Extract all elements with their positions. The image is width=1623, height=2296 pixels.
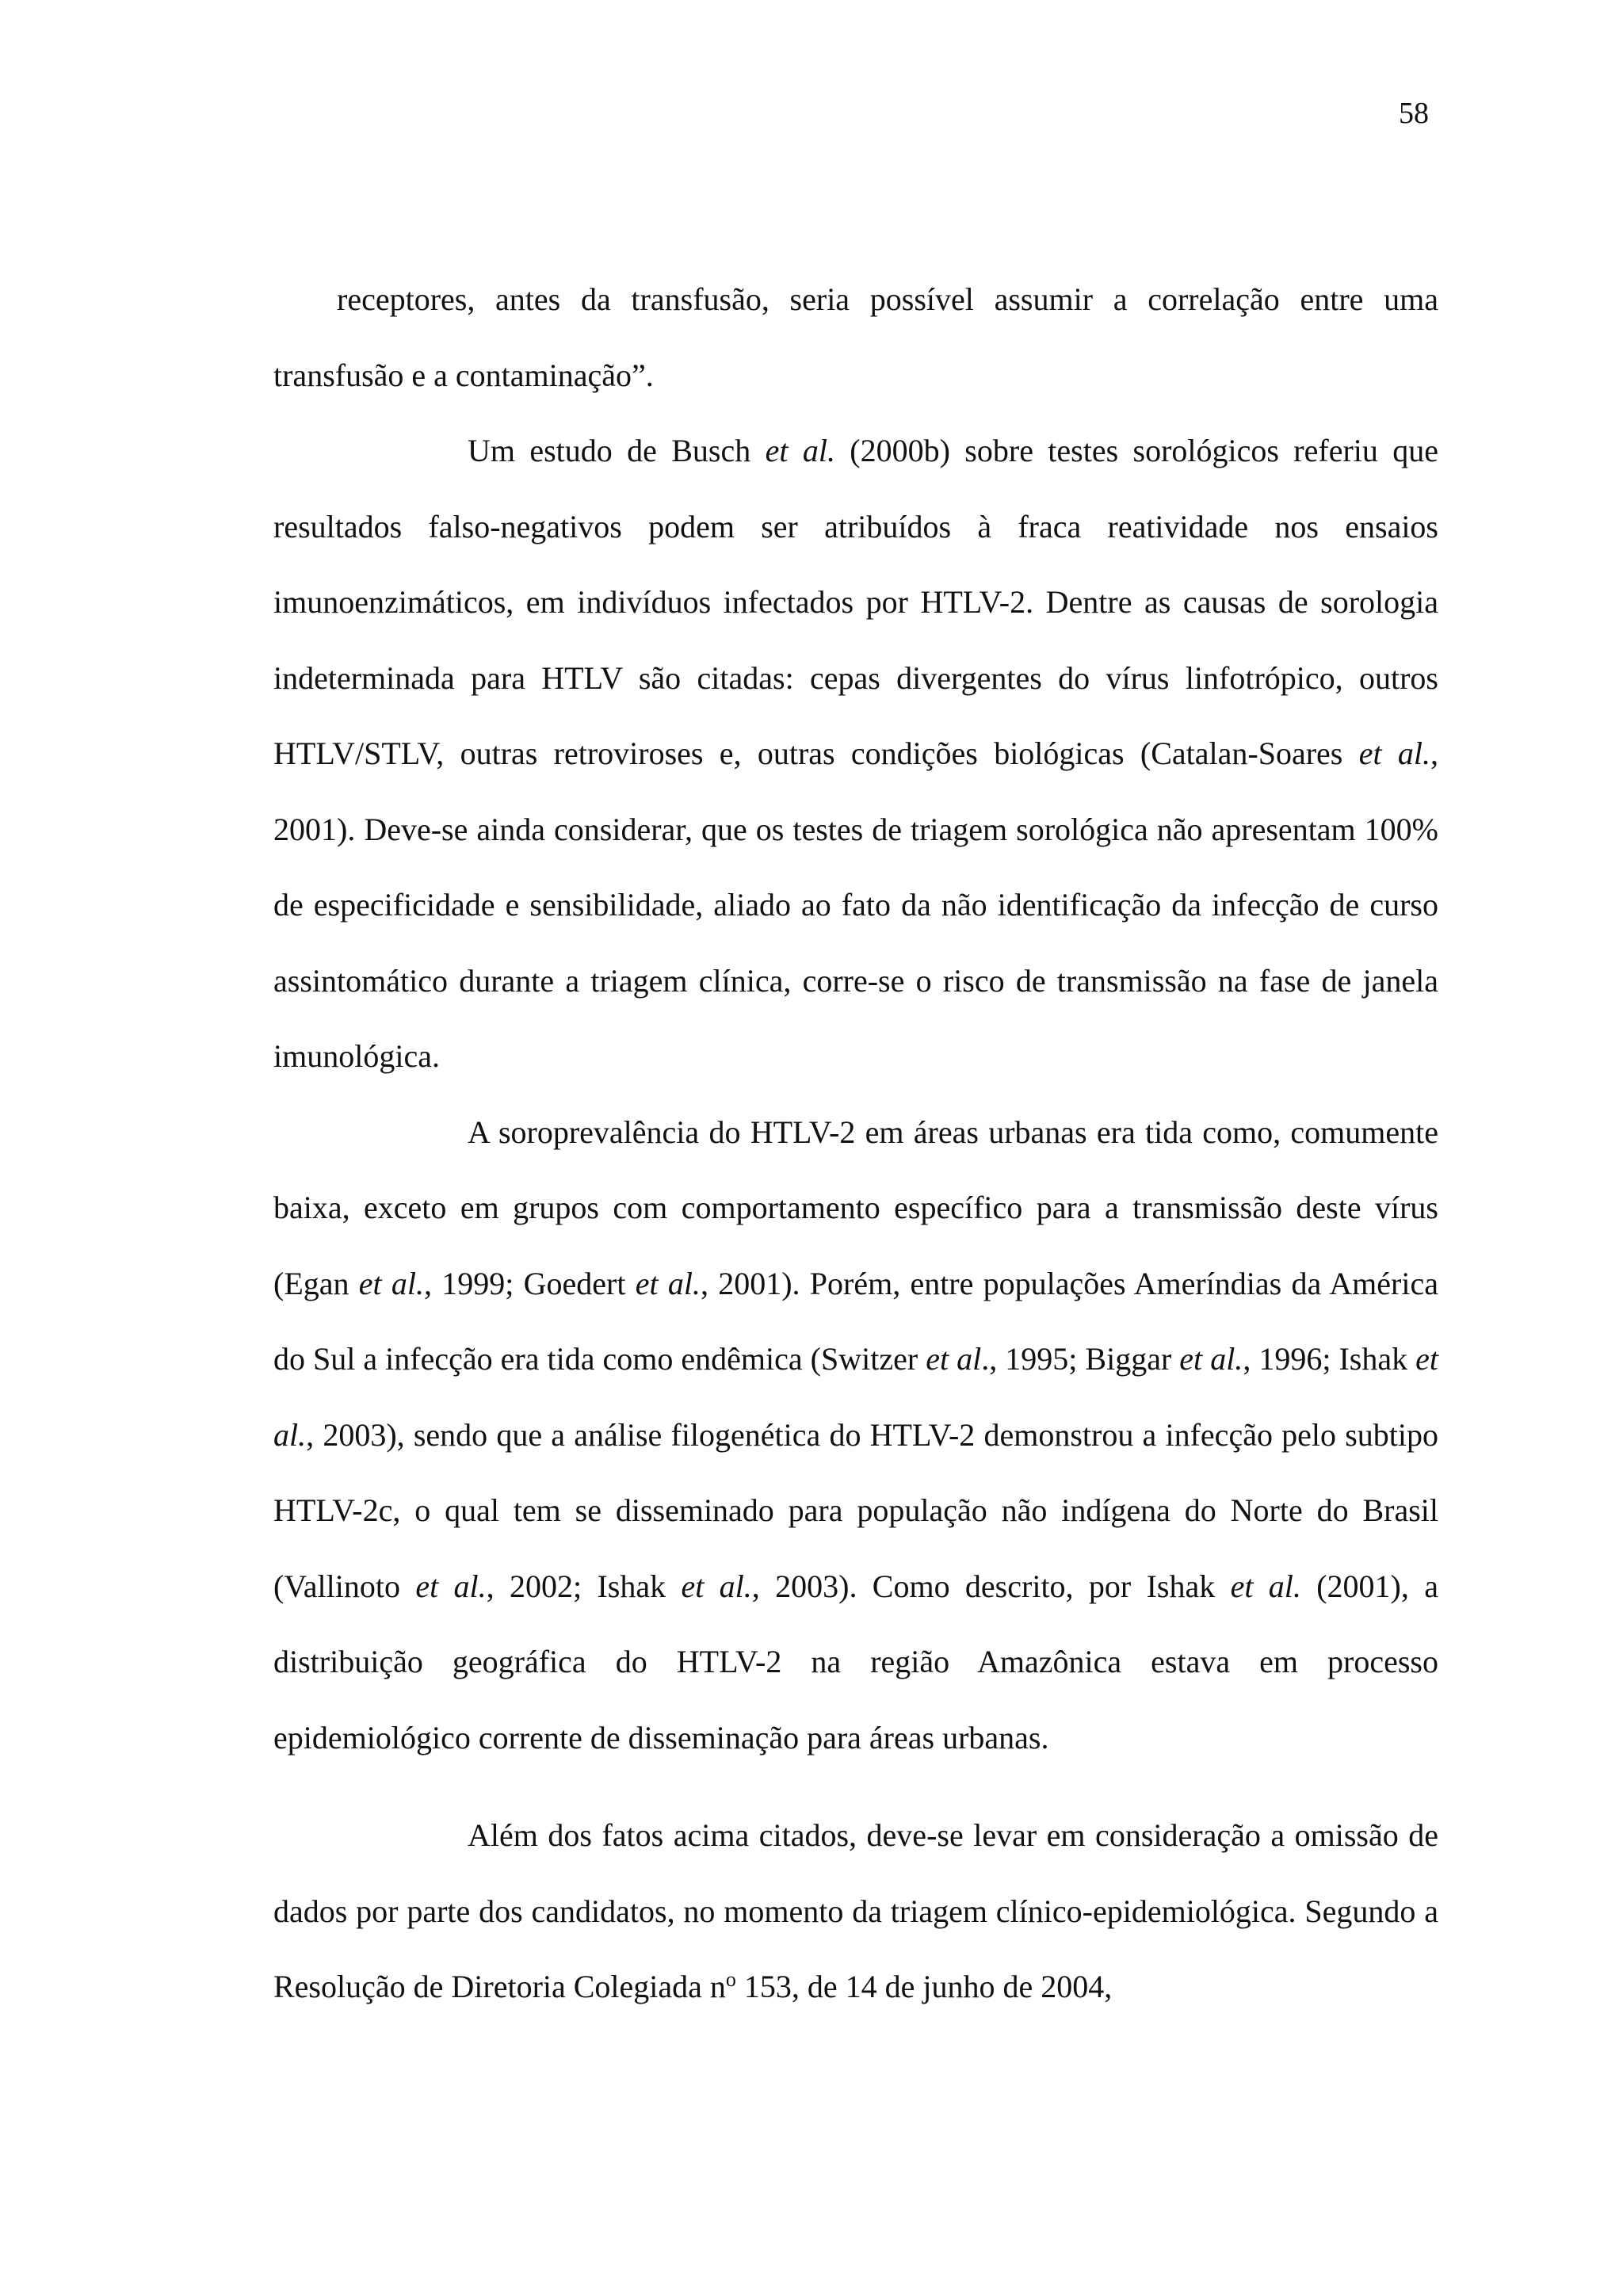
paragraph — [273, 262, 1438, 413]
citation-etal: et al — [926, 1341, 982, 1377]
page-number: 58 — [1399, 97, 1429, 130]
citation-etal: et al. — [273, 1341, 1439, 1453]
citation-etal: et al. — [415, 1568, 487, 1604]
text-segment: ., 1995; Biggar — [981, 1341, 1180, 1377]
text-segment: , 2003), sendo que a análise filogenética do HTLV-2 demonstrou a infecção pelo subtipo HTLV-2c, o qual tem se disseminado para população não indígena do Norte do Brasil (Vallinoto — [273, 1416, 1438, 1604]
citation-etal: et al. — [1358, 735, 1431, 771]
text-segment: Além dos fatos acima citados, deve-se levar em consideração a omissão de dados por parte dos candidatos, no momento da triagem clínico-epidemiológica. Segundo a Resolução de Diretoria Colegiada n — [273, 1817, 1438, 2004]
paragraph — [273, 1797, 1438, 2025]
citation-etal: et al. — [358, 1265, 424, 1301]
text-segment: , 2002; Ishak — [486, 1568, 682, 1604]
text-segment: , 1999; Goedert — [424, 1265, 636, 1301]
citation-etal: et al. — [681, 1568, 752, 1604]
citation-etal: et al. — [635, 1265, 701, 1301]
text-segment: , 1996; Ishak — [1243, 1341, 1416, 1377]
text-segment: (2000b) sobre testes sorológicos referiu que resultados falso-negativos podem ser atribuídos à fraca reatividade nos ensaios imunoenzimáticos, em indivíduos infectados por HTLV-2. Dentre as causas de sorologia indeterminada para HTLV são citadas: cepas divergentes do vírus linfotrópico, outros HTLV/STLV, outras retroviroses e, outras condições biológicas (Catalan-Soares — [273, 433, 1439, 771]
body-text — [273, 262, 1438, 2025]
citation-etal: et al. — [1230, 1568, 1301, 1604]
superscript: o — [725, 1968, 736, 1991]
text-segment: , 2001). Porém, entre populações Ameríndias da América do Sul a infecção era tida como endêmica (Switzer — [273, 1265, 1438, 1377]
citation-etal: et al. — [1179, 1341, 1243, 1377]
text-segment: receptores, antes da transfusão, seria possível assumir a correlação entre uma transfusão e a contaminação”. — [273, 281, 1438, 393]
paragraph — [273, 413, 1438, 1095]
text-segment: (2001), a distribuição geográfica do HTLV-2 na região Amazônica estava em processo epidemiológico corrente de disseminação para áreas urbanas. — [273, 1568, 1438, 1755]
text-segment: A soroprevalência do HTLV-2 em áreas urbanas era tida como, comumente baixa, exceto em grupos com comportamento específico para a transmissão deste vírus (Egan — [273, 1114, 1438, 1301]
text-segment: Um estudo de Busch — [468, 433, 766, 468]
text-segment: , 2003). Como descrito, por Ishak — [751, 1568, 1231, 1604]
citation-etal: et al. — [765, 433, 835, 468]
paragraph — [273, 1095, 1438, 1776]
text-segment: , 2001). Deve-se ainda considerar, que os testes de triagem sorológica não apresentam 100% de especificidade e sensibilidade, aliado ao fato da não identificação da infecção de curso assintomático durante a triagem clínica, corre-se o risco de transmissão na fase de janela imunológica. — [273, 735, 1439, 1074]
text-segment: 153, de 14 de junho de 2004, — [735, 1969, 1113, 2004]
